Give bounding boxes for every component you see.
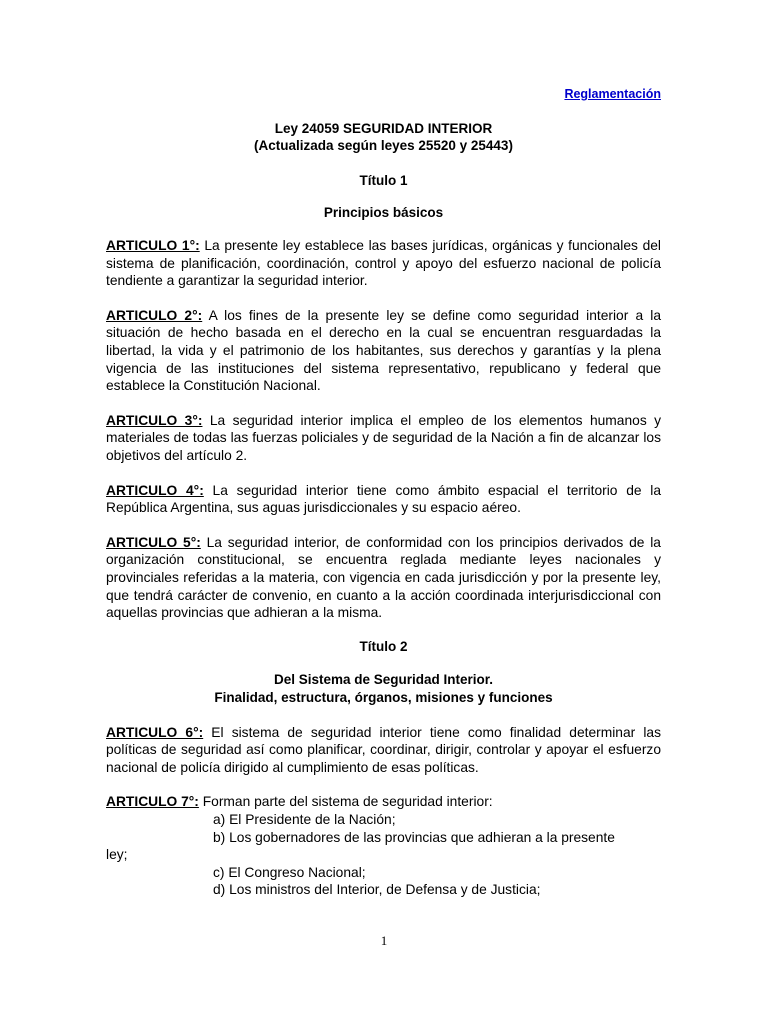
- law-title-line2: (Actualizada según leyes 25520 y 25443): [254, 138, 513, 153]
- article-label: ARTICULO 4°:: [106, 482, 204, 498]
- article-7: [106, 793, 661, 899]
- article-text: El sistema de seguridad interior tiene como finalidad determinar las políticas de seguridad así como planificar, coordinar, dirigir, controlar y apoyar el esfuerzo nacional de policía dirigido al cumplimiento de esas políticas.: [106, 724, 661, 775]
- article-7-item-c: c) El Congreso Nacional;: [213, 864, 366, 880]
- article-2: [106, 307, 661, 395]
- reglamentacion-link[interactable]: Reglamentación: [564, 87, 661, 101]
- article-label: ARTICULO 7°:: [106, 794, 199, 810]
- article-label: ARTICULO 2°:: [106, 307, 203, 323]
- article-7-item-b-cont: ley;: [106, 847, 128, 863]
- law-title: [106, 120, 661, 154]
- article-label: ARTICULO 3°:: [106, 412, 203, 428]
- article-text: Forman parte del sistema de seguridad interior:: [198, 794, 493, 810]
- article-text: La seguridad interior implica el empleo de los elementos humanos y materiales de todas las fuerzas policiales y de seguridad de la Nación a fin de alcanzar los objetivos del artículo 2.: [106, 412, 661, 463]
- titulo2-heading-line2: Finalidad, estructura, órganos, misiones y funciones: [214, 689, 553, 705]
- article-6: [106, 724, 661, 777]
- document-body: [106, 120, 661, 899]
- page-number: 1: [380, 933, 388, 948]
- article-7-item-a: a) El Presidente de la Nación;: [213, 812, 396, 828]
- titulo2-heading-line1: Del Sistema de Seguridad Interior.: [273, 671, 494, 687]
- article-label: ARTICULO 6°:: [106, 724, 204, 740]
- article-text: La presente ley establece las bases jurídicas, orgánicas y funcionales del sistema de planificación, coordinación, control y apoyo del esfuerzo nacional de policía tendiente a garantizar la seguridad interior.: [106, 238, 661, 289]
- law-title-line1: Ley 24059 SEGURIDAD INTERIOR: [274, 121, 493, 136]
- titulo2-heading: [106, 671, 661, 707]
- article-4: [106, 482, 661, 517]
- article-3: [106, 412, 661, 465]
- titulo1-label: Título 1: [359, 173, 408, 188]
- article-7-item-b: b) Los gobernadores de las provincias que adhieran a la presente: [213, 829, 615, 845]
- article-1: [106, 237, 661, 290]
- titulo2-label: Título 2: [359, 638, 408, 654]
- article-5: [106, 534, 661, 622]
- article-text: La seguridad interior tiene como ámbito espacial el territorio de la República Argentina, sus aguas jurisdiccionales y su espacio aéreo.: [106, 482, 661, 516]
- article-text: La seguridad interior, de conformidad con los principios derivados de la organización constitucional, se encuentra reglada mediante leyes nacionales y provinciales referidas a la materia, con vigencia en cada jurisdicción y por la presente ley, que tendrá carácter de convenio, en cuanto a la acción coordinada interjurisdiccional con aquellas provincias que adhieran a la misma.: [106, 534, 661, 621]
- articles-part1: [106, 237, 661, 622]
- article-label: ARTICULO 1°:: [106, 238, 200, 253]
- article-text: A los fines de la presente ley se define como seguridad interior a la situación de hecho basada en el derecho en la cual se encuentran resguardadas la libertad, la vida y el patrimonio de los habitantes, sus derechos y garantías y la plena vigencia de las instituciones del sistema representativo, republicano y federal que establece la Constitución Nacional.: [106, 307, 661, 394]
- article-7-item-d: d) Los ministros del Interior, de Defensa y de Justicia;: [213, 882, 541, 898]
- article-label: ARTICULO 5°:: [106, 534, 201, 550]
- titulo1-heading: Principios básicos: [323, 205, 444, 220]
